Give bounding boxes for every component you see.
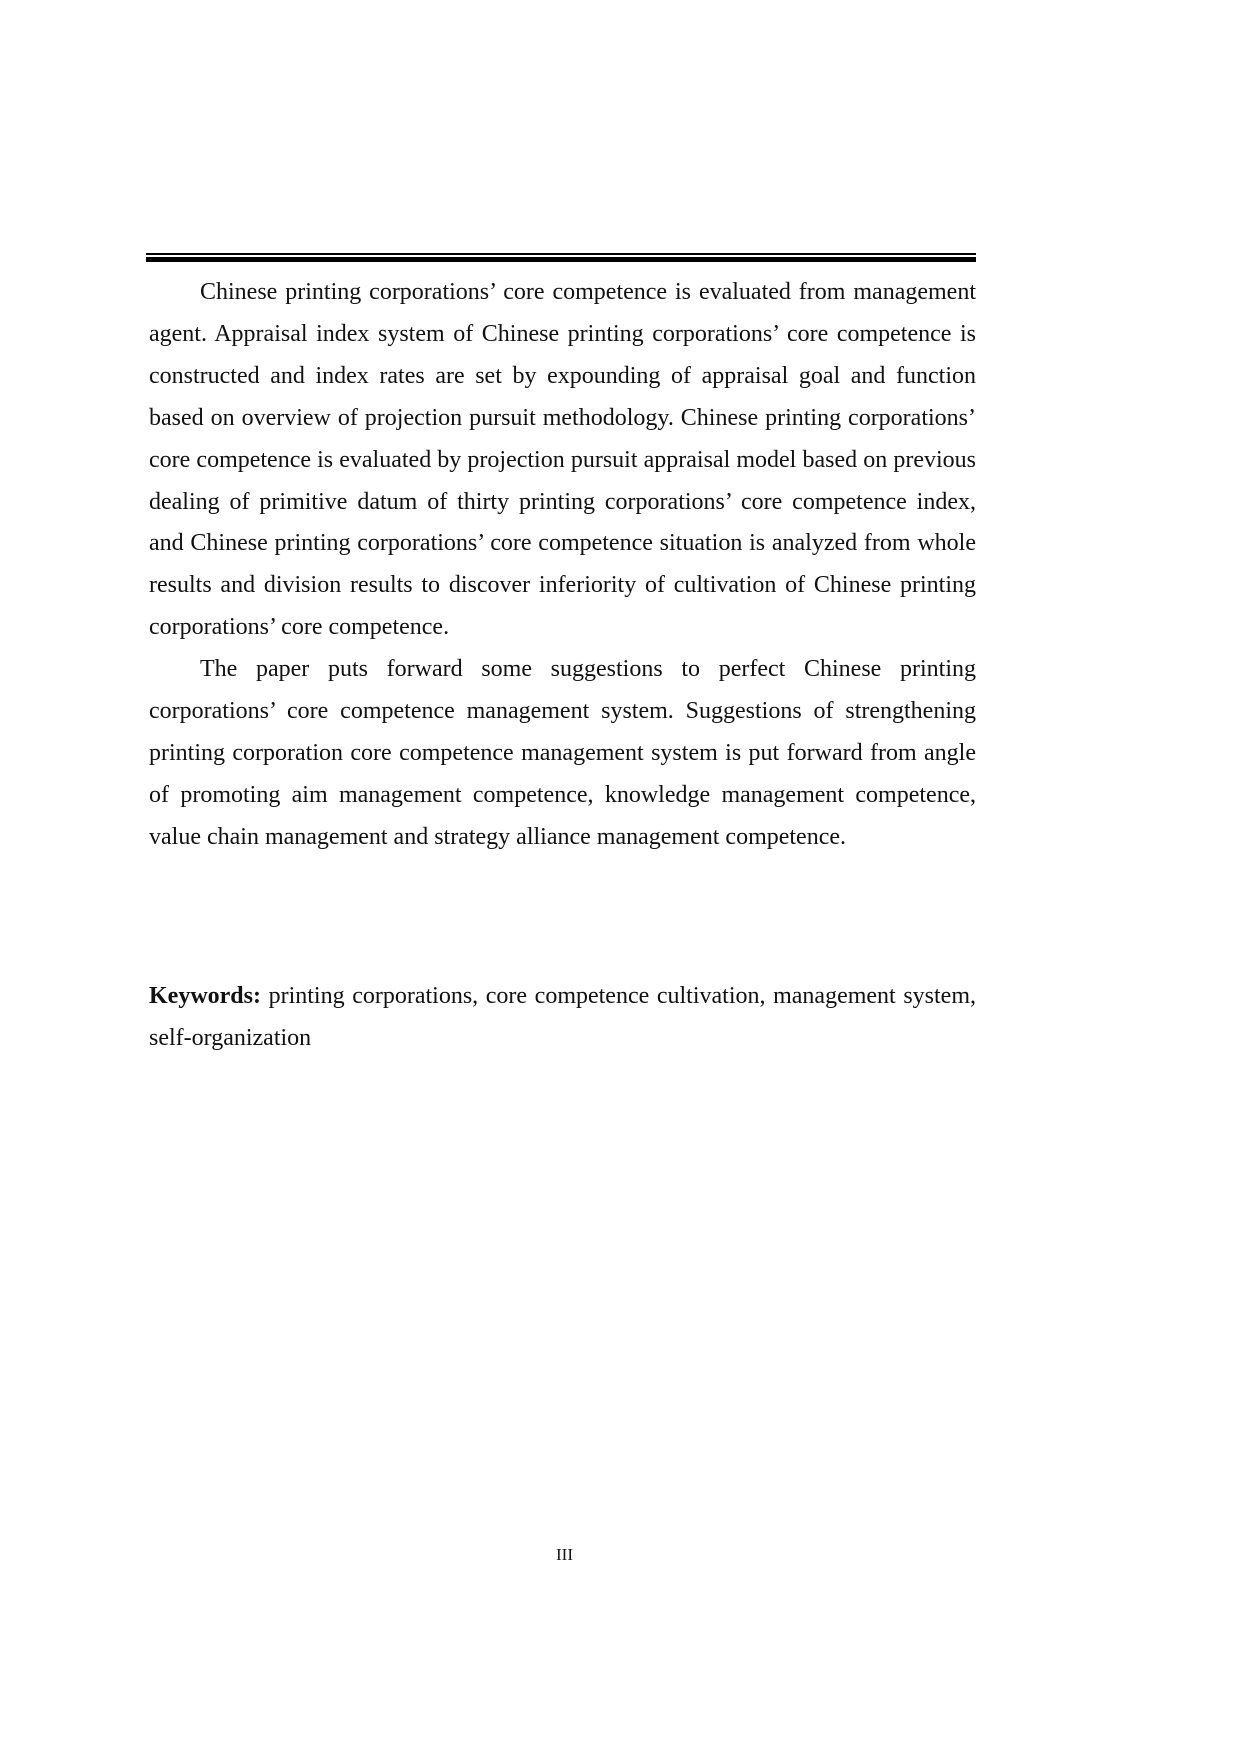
keywords-text: printing corporations, core competence cultivation, management system, self-organization: [149, 983, 976, 1051]
page-number: III: [556, 1545, 573, 1564]
header-rule-thick-line: [146, 257, 976, 262]
header-double-rule: [146, 253, 976, 262]
keywords-label: Keywords:: [149, 983, 261, 1009]
abstract-paragraph-1: Chinese printing corporations’ core competence is evaluated from management agent. Appraisal index system of Chinese printing corporations’ core competence is constructed and index rates are set by expounding of appraisal goal and function based on overview of projection pursuit methodology. Chinese printing corporations’ core competence is evaluated by projection pursuit appraisal model based on previous dealing of primitive datum of thirty printing corporations’ core competence index, and Chinese printing corporations’ core competence situation is analyzed from whole results and division results to discover inferiority of cultivation of Chinese printing corporations’ core competence.: [149, 279, 976, 641]
header-rule-thin-line: [146, 253, 976, 255]
abstract-paragraph-2: The paper puts forward some suggestions to perfect Chinese printing corporations’ core competence management system. Suggestions of strengthening printing corporation core competence management system is put forward from angle of promoting aim management competence, knowledge management competence, value chain management and strategy alliance management competence.: [149, 656, 976, 850]
abstract-body: [149, 272, 976, 859]
keywords-line: [149, 976, 976, 1060]
